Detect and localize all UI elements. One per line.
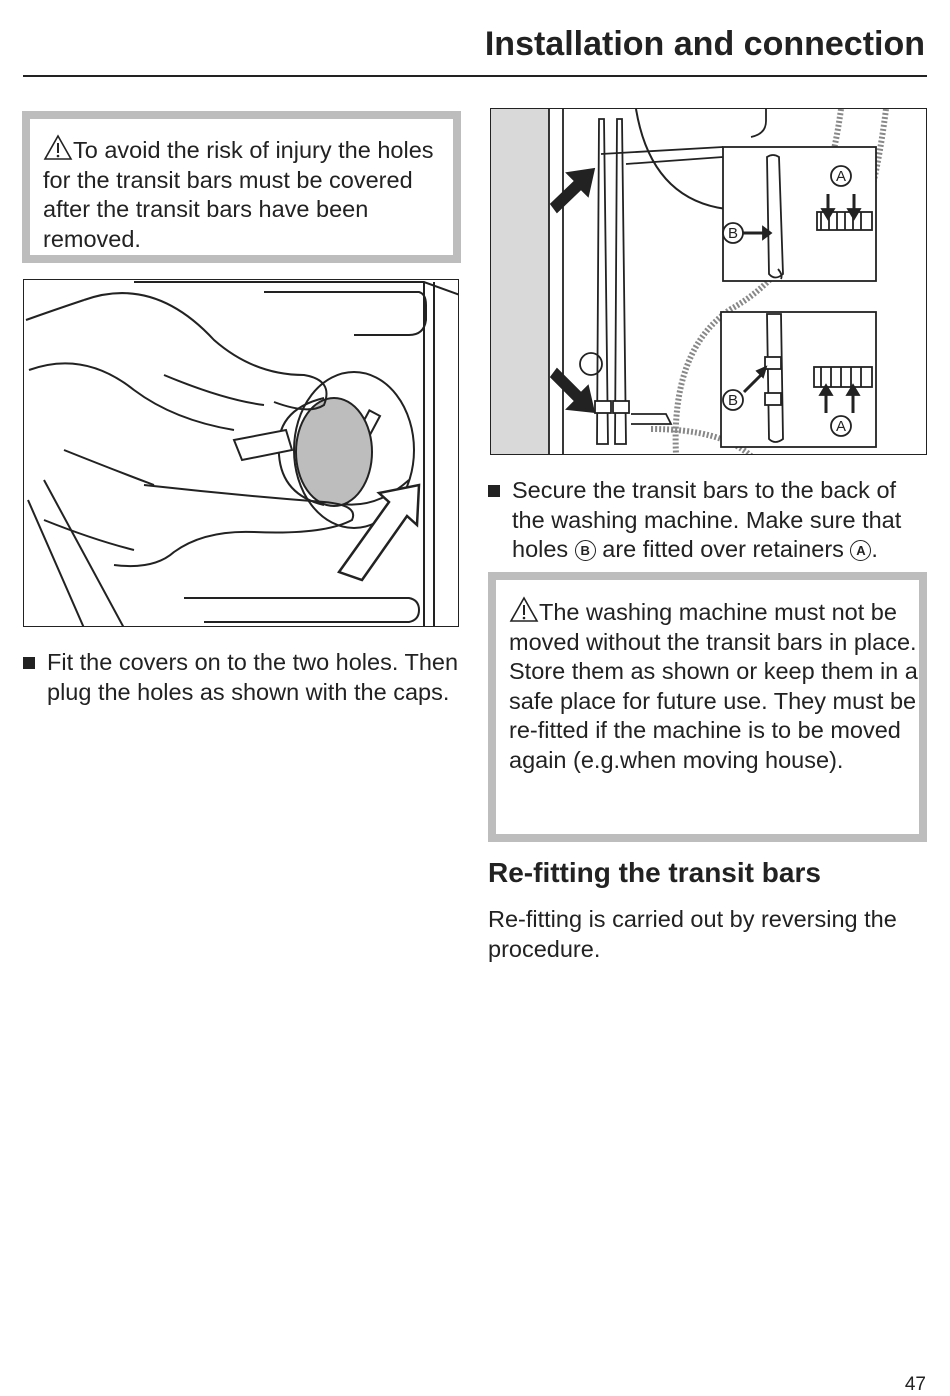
instruction-text-part: are fitted over retainers <box>595 536 851 562</box>
warning-triangle-icon <box>43 134 73 161</box>
bullet-marker <box>488 485 500 497</box>
transit-bars-illustration <box>490 108 927 455</box>
hand-fitting-cap-drawing <box>24 280 459 627</box>
instruction-text: Fit the covers on to the two holes. Then plug the holes as shown with the caps. <box>47 649 459 705</box>
cap-fitting-illustration <box>23 279 459 627</box>
instruction-text-part: . <box>871 536 878 562</box>
callout-label-a: A <box>835 168 847 185</box>
callout-label-b: B <box>727 392 739 409</box>
page-header-title: Installation and connection <box>484 25 925 63</box>
page-number: 47 <box>904 1374 926 1395</box>
instruction-text <box>512 476 930 565</box>
callout-label-b: B <box>727 225 739 242</box>
warning-triangle-icon <box>509 596 539 623</box>
warning-text: The washing machine must not be moved without the transit bars in place. <box>509 599 917 655</box>
header-divider <box>23 75 927 77</box>
instruction-secure-bars <box>488 476 930 568</box>
bullet-marker <box>23 657 35 669</box>
section-body-text: Re-fitting is carried out by reversing the procedure. <box>488 906 897 962</box>
transit-bars-drawing <box>491 109 927 455</box>
warning-box-cover-holes <box>22 111 461 263</box>
section-heading: Re-fitting the transit bars <box>488 857 821 888</box>
callout-label-a: A <box>835 418 847 435</box>
instruction-fit-covers <box>23 648 463 740</box>
label-b-circle: B <box>575 540 596 561</box>
warning-box-do-not-move <box>488 572 927 842</box>
warning-text: Store them as shown or keep them in a safe place for future use. They must be re-fitted if the machine is to be moved again (e.g.when moving house). <box>509 658 918 773</box>
label-a-circle: A <box>850 540 871 561</box>
instruction-text-part: Secure the transit bars to the back of the washing machine. Make sure that holes <box>512 477 902 562</box>
warning-text: To avoid the risk of injury the holes for the transit bars must be covered after the transit bars have been removed. <box>43 137 434 252</box>
